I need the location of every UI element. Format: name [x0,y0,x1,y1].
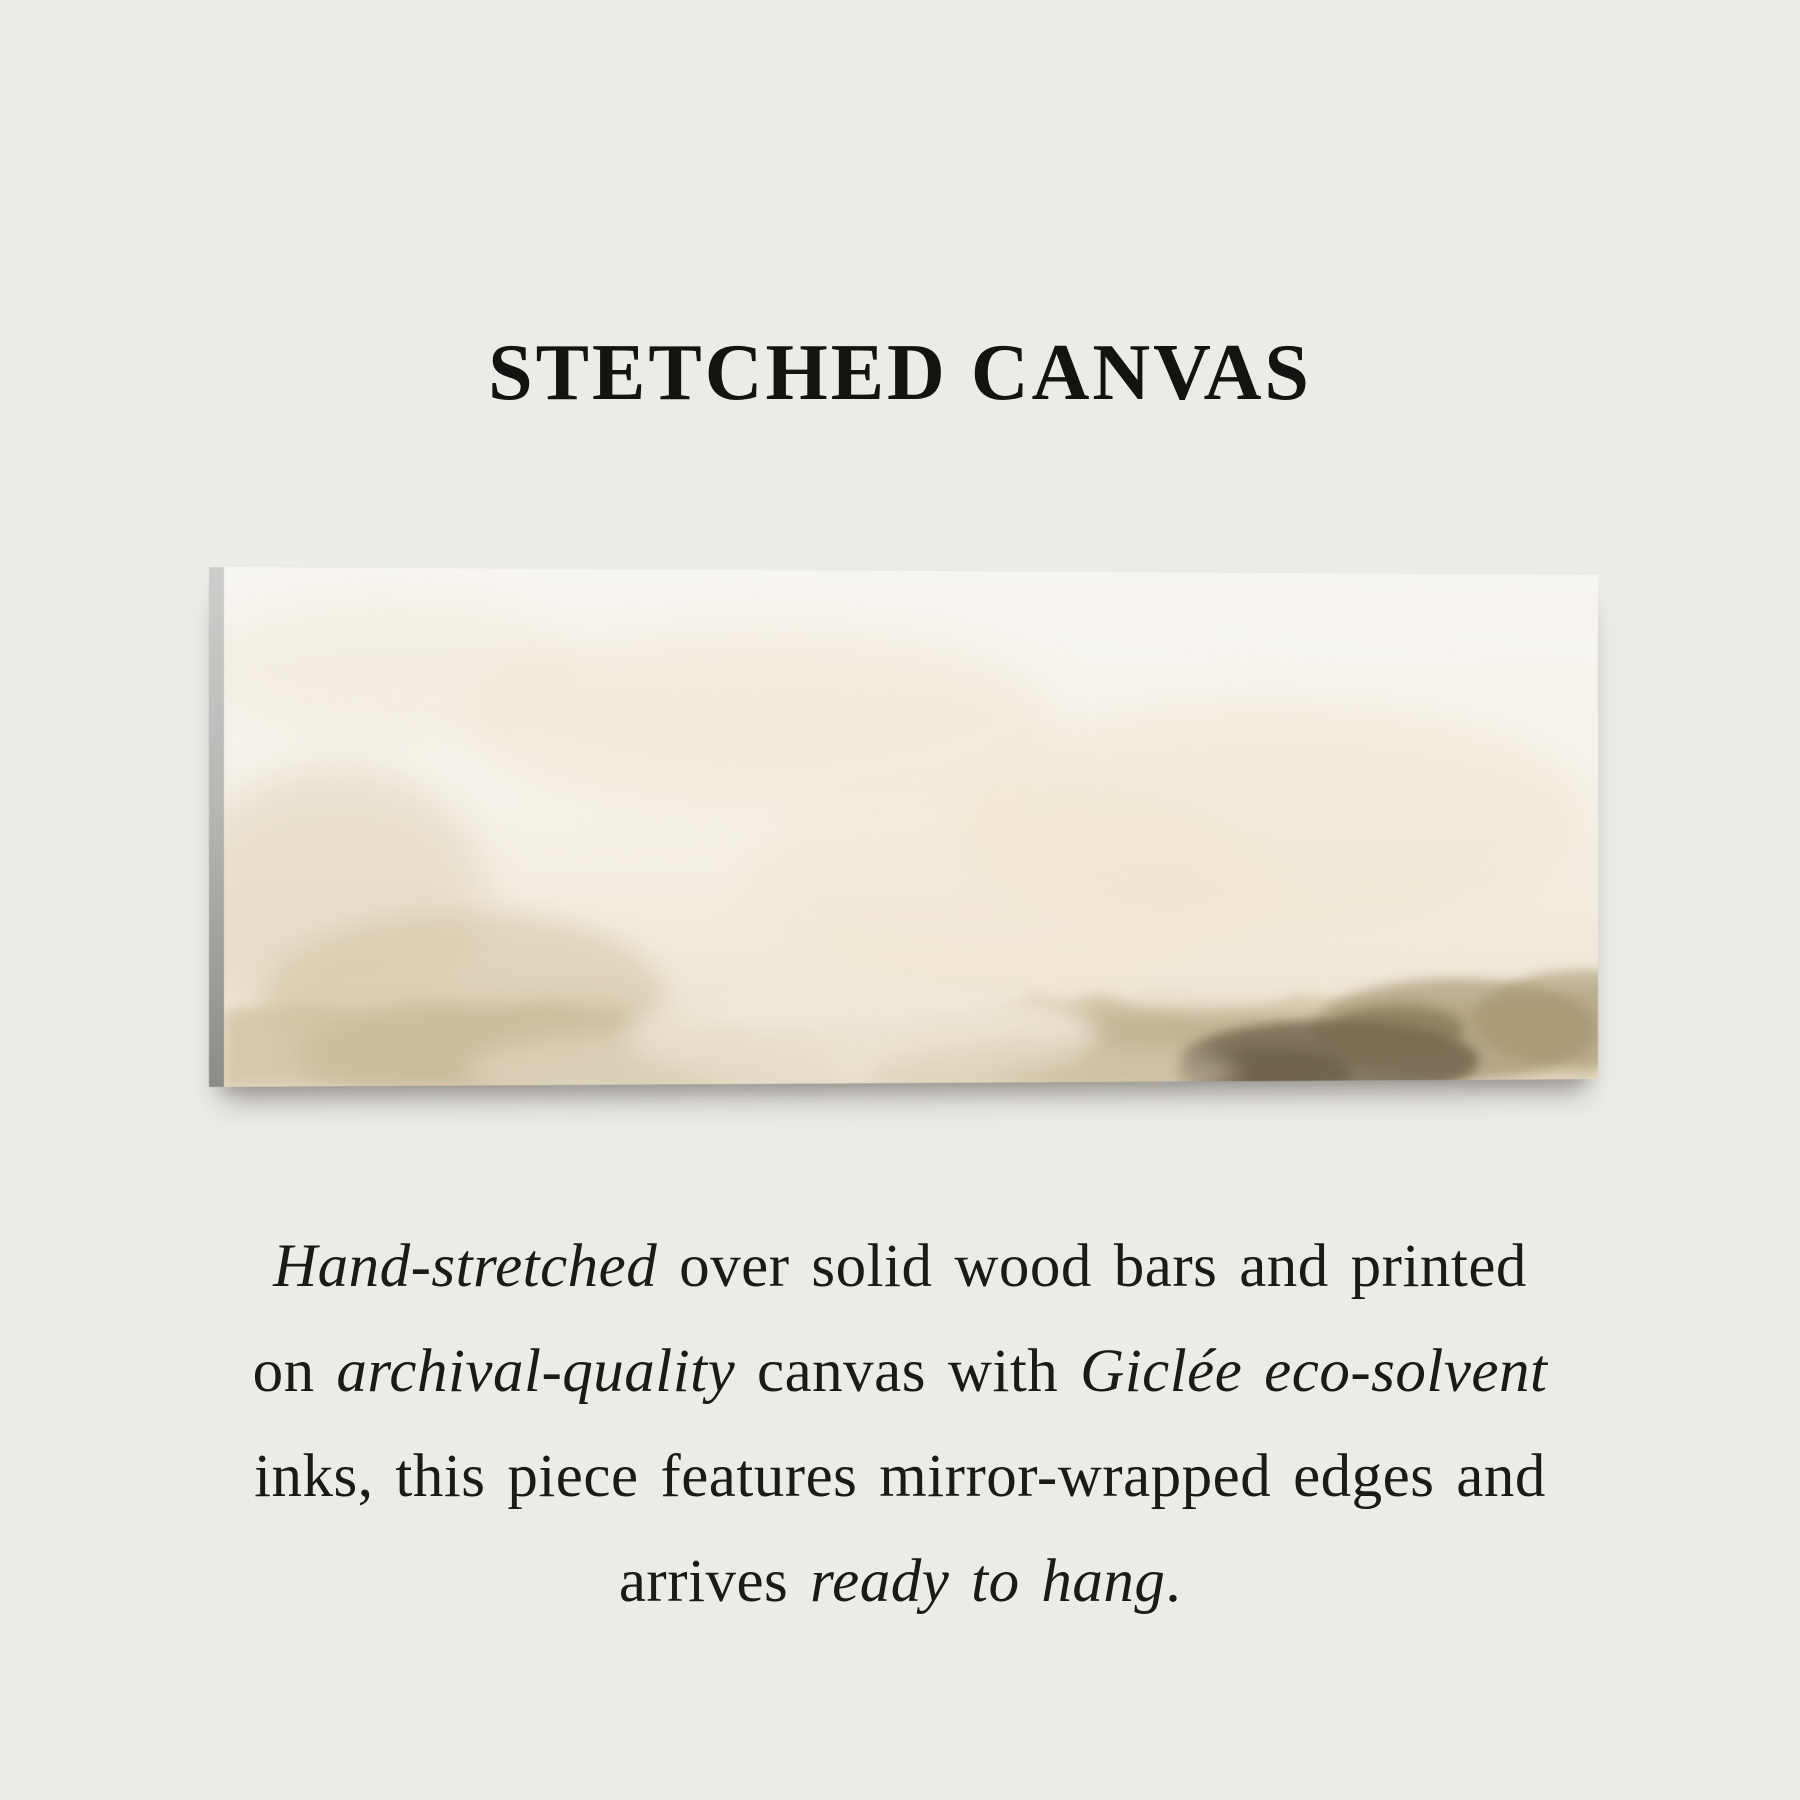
canvas-mockup [209,567,1598,1087]
description-line: on archival-quality canvas with Giclée eco-solvent [252,1338,1548,1405]
page-title: STETCHED CANVAS [488,329,1312,417]
description-line: inks, this piece features mirror-wrapped edges and [254,1443,1546,1510]
description-line: arrives ready to hang. [618,1548,1182,1615]
watercolor-landscape-art [224,567,1598,1087]
canvas-artwork [224,567,1598,1087]
description-line: Hand-stretched over solid wood bars and printed [273,1233,1527,1300]
canvas-side-edge [209,567,224,1087]
product-description [0,1214,1800,1634]
